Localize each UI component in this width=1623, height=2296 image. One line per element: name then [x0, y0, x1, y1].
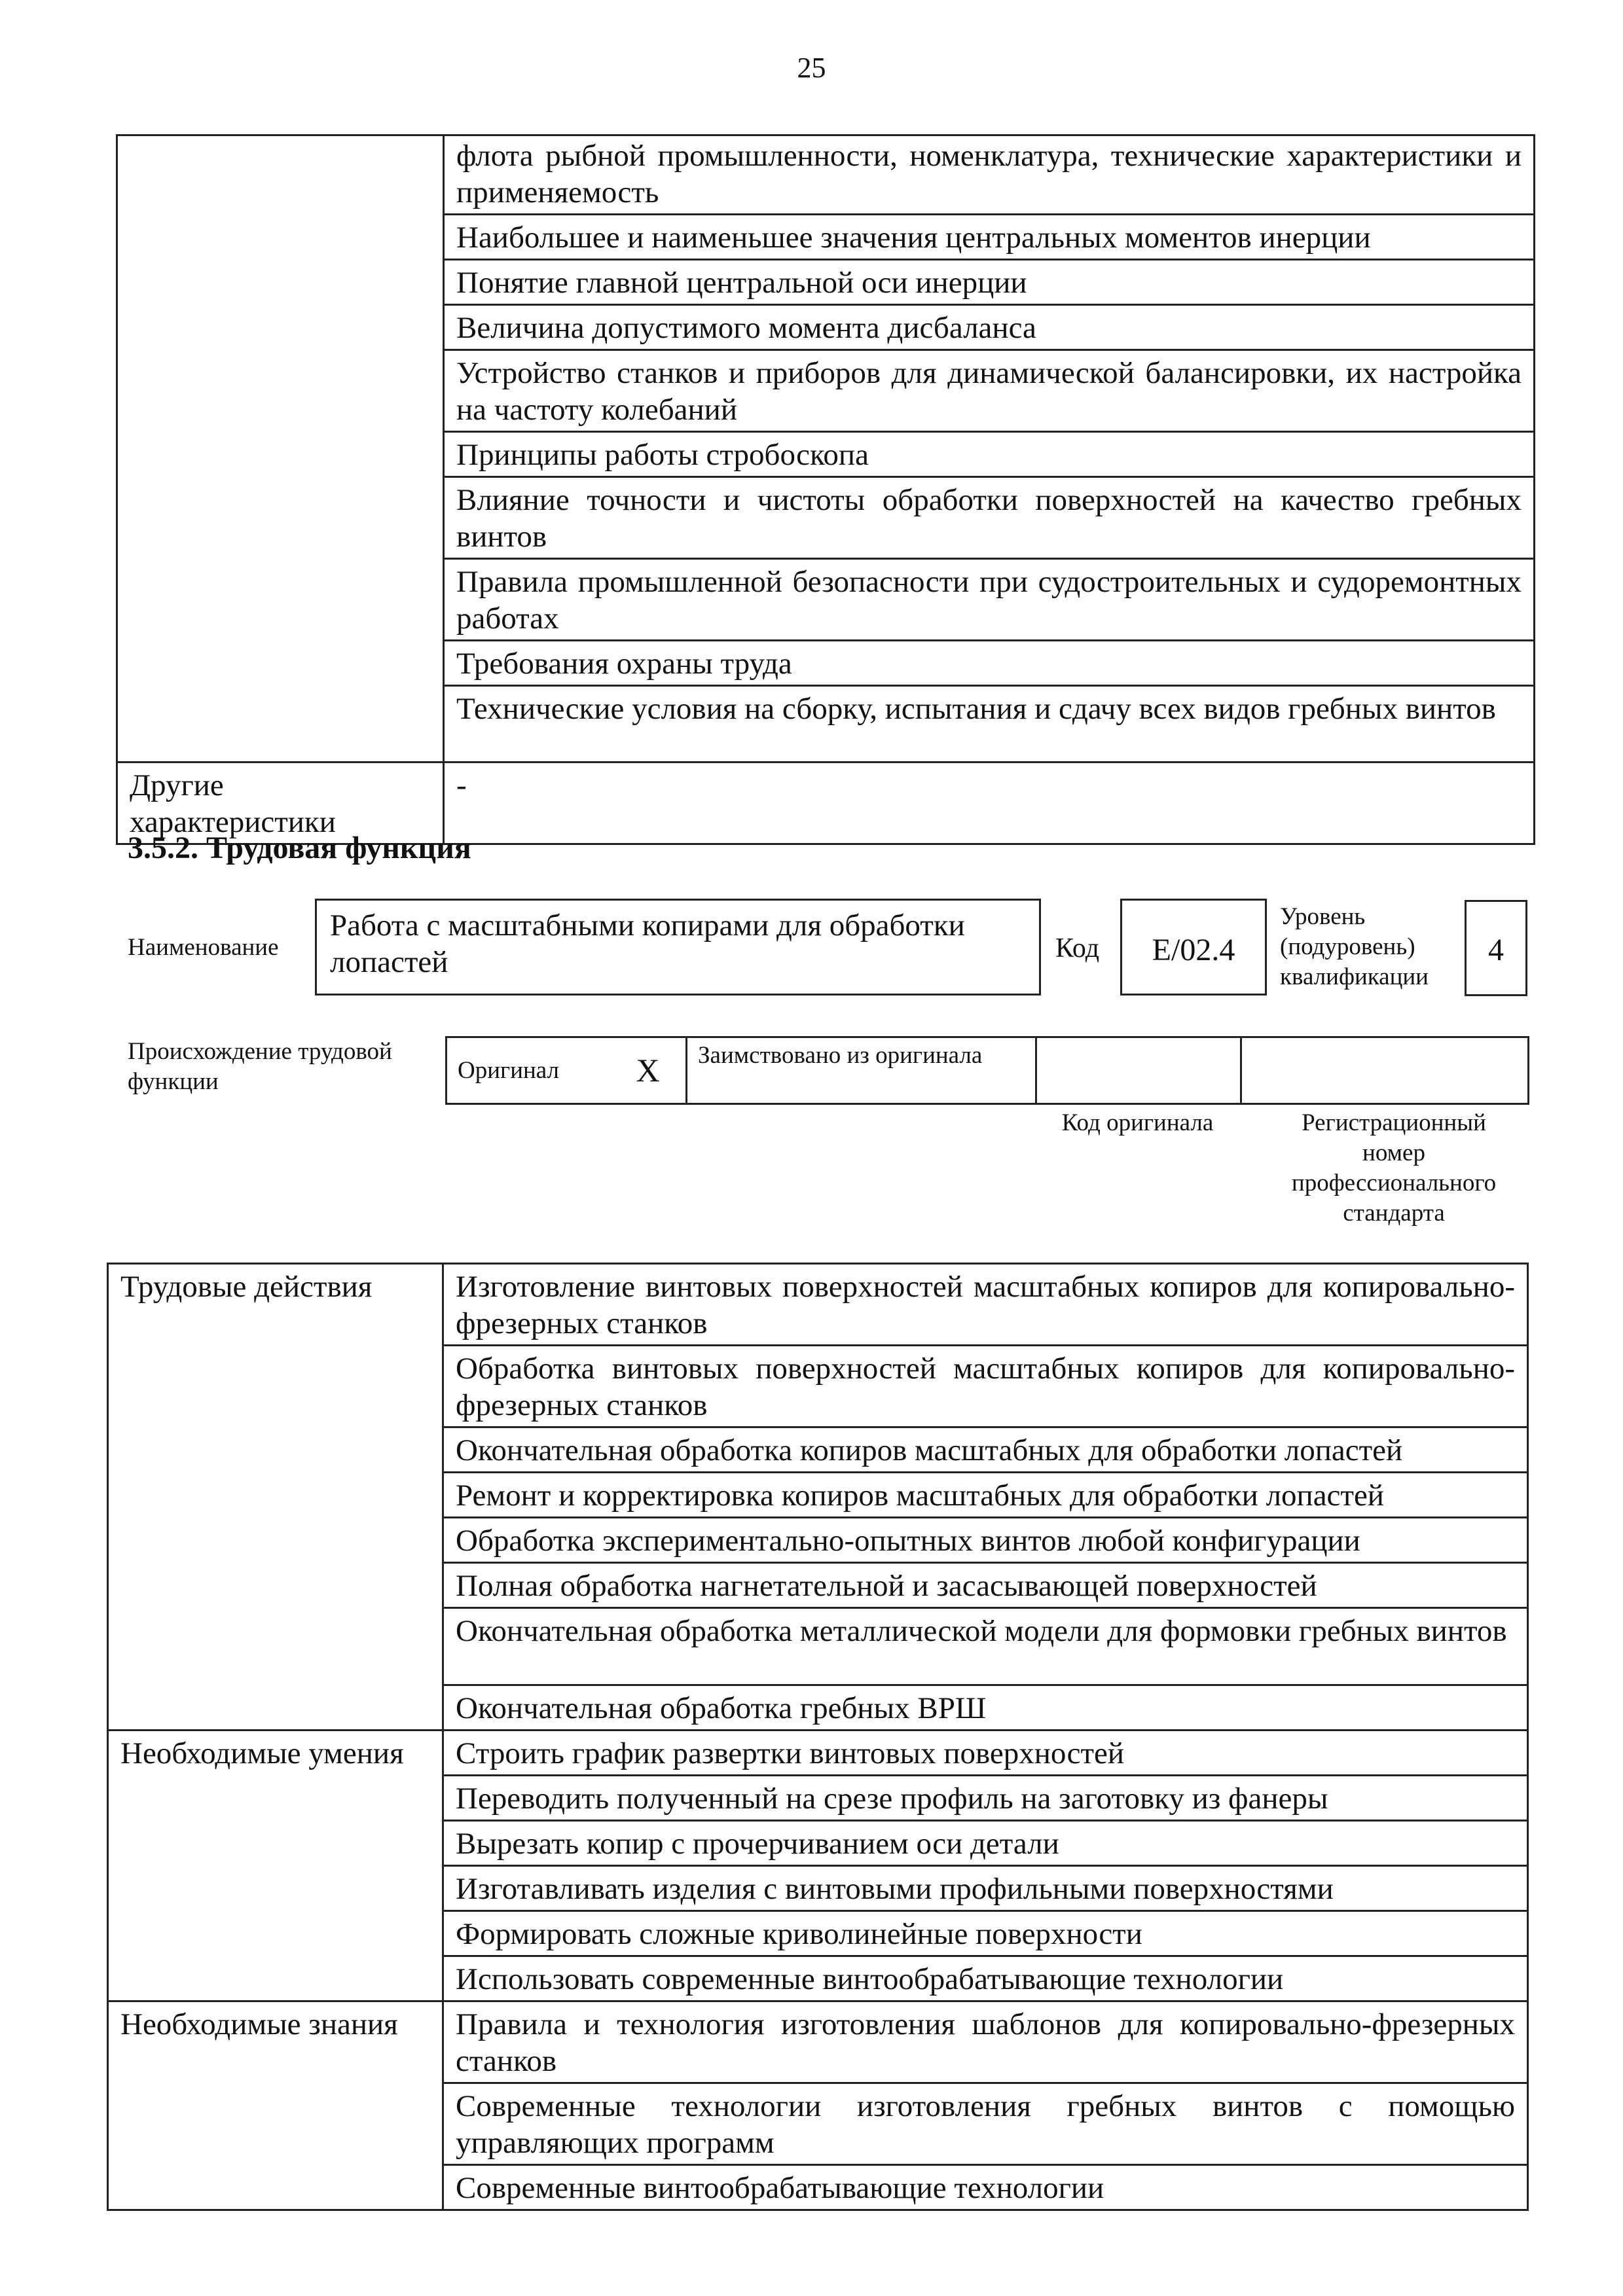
required-knowledge-label: Необходимые знания	[108, 2001, 443, 2210]
name-label: Наименование	[128, 934, 279, 961]
table-row: Изготовление винтовых поверхностей масштабных копиров для копировально-фрезерных станков	[443, 1264, 1528, 1346]
level-value: 4	[1488, 933, 1504, 967]
labor-actions-label: Трудовые действия	[108, 1264, 443, 1731]
table-row: Устройство станков и приборов для динамической балансировки, их настройка на частоту колебаний	[444, 350, 1535, 432]
function-name-value: Работа с масштабными копирами для обработки лопастей	[330, 908, 965, 979]
table-row: Обработка винтовых поверхностей масштабных копиров для копировально-фрезерных станков	[443, 1346, 1528, 1427]
level-label: Уровень (подуровень) квалификации	[1280, 903, 1429, 990]
origin-reg-number-cell	[1241, 1037, 1529, 1104]
table-row: Понятие главной центральной оси инерции	[444, 260, 1535, 305]
table-row: Окончательная обработка гребных ВРШ	[443, 1685, 1528, 1731]
top-table	[116, 134, 1535, 845]
table-row: Окончательная обработка металлической модели для формовки гребных винтов	[443, 1608, 1528, 1685]
other-characteristics-label: Другие характеристики	[117, 762, 444, 844]
origin-label: Происхождение трудовой функции	[128, 1038, 392, 1095]
code-label: Код	[1055, 933, 1100, 963]
table-row: Принципы работы стробоскопа	[444, 432, 1535, 477]
original-mark: X	[636, 1051, 660, 1088]
code-box	[1120, 899, 1267, 996]
table-row: Переводить полученный на срезе профиль на заготовку из фанеры	[443, 1776, 1528, 1821]
origin-borrowed-cell: Заимствовано из оригинала	[687, 1037, 1036, 1104]
table-row: Наибольшее и наименьшее значения центральных моментов инерции	[444, 215, 1535, 260]
table-row: флота рыбной промышленности, номенклатура, технические характеристики и применяемость	[444, 135, 1535, 215]
origin-table	[445, 1036, 1529, 1105]
table-row: Правила промышленной безопасности при судостроительных и судоремонтных работах	[444, 559, 1535, 641]
table-row: Использовать современные винтообрабатывающие технологии	[443, 1956, 1528, 2001]
table-row: Современные технологии изготовления гребных винтов с помощью управляющих программ	[443, 2083, 1528, 2165]
origin-original-cell	[447, 1037, 687, 1104]
table-row: Современные винтообрабатывающие технологии	[443, 2165, 1528, 2210]
table-row: Влияние точности и чистоты обработки поверхностей на качество гребных винтов	[444, 477, 1535, 559]
function-name-box	[315, 899, 1041, 996]
reg-number-caption: Регистрационный номер профессионального стандарта	[1291, 1109, 1497, 1227]
table-row: Правила и технология изготовления шаблонов для копировально-фрезерных станков	[443, 2001, 1528, 2083]
required-skills-label: Необходимые умения	[108, 1731, 443, 2001]
table-row: Полная обработка нагнетательной и засасывающей поверхностей	[443, 1563, 1528, 1608]
code-value: E/02.4	[1152, 933, 1235, 967]
table-row: Окончательная обработка копиров масштабных для обработки лопастей	[443, 1427, 1528, 1473]
original-label: Оригинал	[458, 1056, 560, 1084]
table-row: Технические условия на сборку, испытания и сдачу всех видов гребных винтов	[444, 686, 1535, 762]
top-table-blank-cell	[117, 135, 444, 762]
table-row: Формировать сложные криволинейные поверхности	[443, 1911, 1528, 1956]
table-row: Изготавливать изделия с винтовыми профильными поверхностями	[443, 1866, 1528, 1911]
table-row: Строить график развертки винтовых поверхностей	[443, 1731, 1528, 1776]
section-heading: 3.5.2. Трудовая функция	[128, 831, 471, 865]
other-characteristics-value: -	[444, 762, 1535, 844]
code-original-caption: Код оригинала	[1061, 1109, 1214, 1136]
level-box	[1465, 900, 1527, 996]
table-row: Вырезать копир с прочерчиванием оси детали	[443, 1821, 1528, 1866]
bottom-table	[107, 1263, 1529, 2211]
table-row: Требования охраны труда	[444, 641, 1535, 686]
table-row: Обработка экспериментально-опытных винтов любой конфигурации	[443, 1518, 1528, 1563]
page-number: 25	[797, 52, 826, 84]
table-row: Величина допустимого момента дисбаланса	[444, 305, 1535, 350]
table-row: Ремонт и корректировка копиров масштабных для обработки лопастей	[443, 1473, 1528, 1518]
origin-code-cell	[1036, 1037, 1241, 1104]
